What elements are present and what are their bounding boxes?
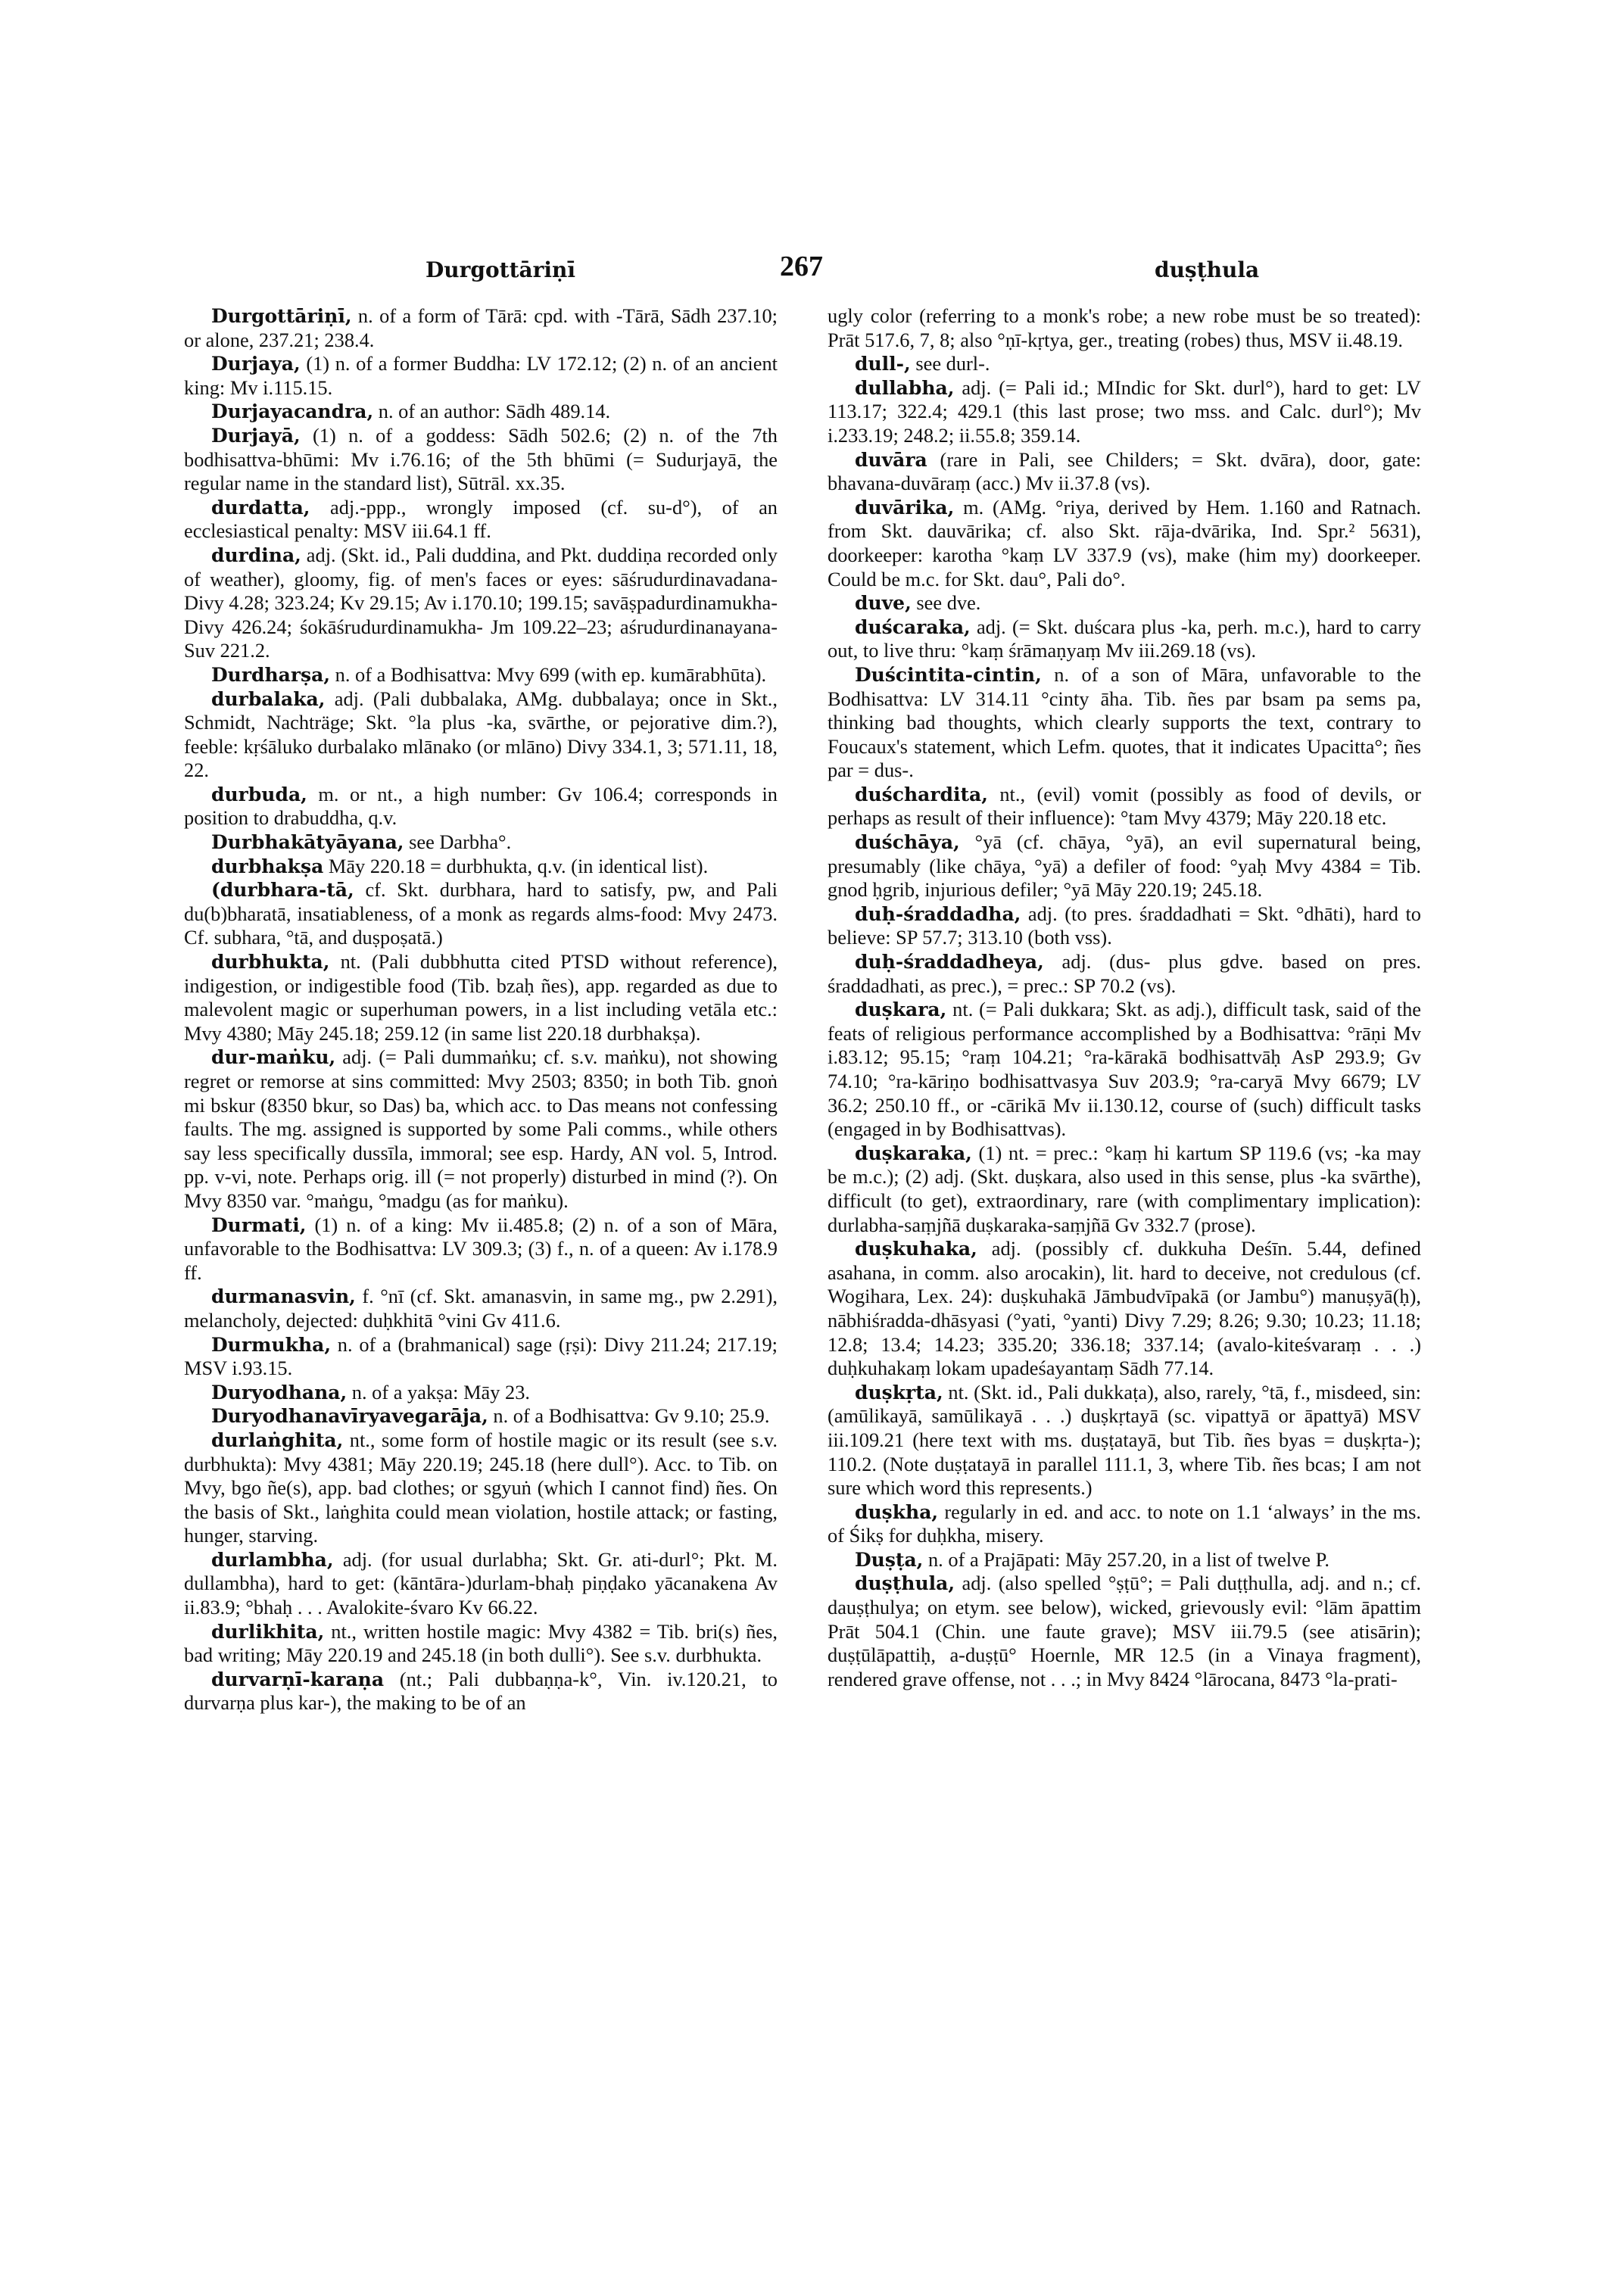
dictionary-entry [828,1548,1421,1572]
entry-headword: durlikhita, [211,1620,325,1643]
dictionary-entry [184,1620,778,1668]
dictionary-entry [184,830,778,855]
running-head-right: duṣṭhula [1155,257,1260,282]
dictionary-entry [184,1381,778,1405]
entry-headword: durdatta, [211,496,310,519]
entry-headword: duṣkha, [855,1500,939,1523]
entry-body: m. or nt., a high number: Gv 106.4; corresponds in position to drabuddha, q.v. [184,782,778,830]
dictionary-entry [828,663,1421,783]
entry-body: (1) n. of a former Buddha: LV 172.12; (2) n. of an ancient king: Mv i.115.15. [184,352,778,399]
dictionary-entry [828,950,1421,998]
entry-headword: Durmati, [211,1213,307,1236]
entry-body: adj. (= Pali id.; MIndic for Skt. durl°), hard to get: LV 113.17; 322.4; 429.1 (this last prose; two mss. and Calc. durl°); Mv i.233.19; 248.2; ii.55.8; 359.14. [828,375,1421,447]
dictionary-entry [184,400,778,424]
entry-headword: dullabha, [855,376,955,399]
dictionary-entry [184,1548,778,1620]
dictionary-entry [184,687,778,783]
entry-body: nt. (= Pali dukkara; Skt. as adj.), difficult task, said of the feats of religious performance accomplished by a Bodhisattva: °rāṇi Mv i.83.12; 95.15; °raṃ 104.21; °ra-kārakā bodhisattvāḥ AsP 293.9; Gv 74.10; °ra-kāriṇo bodhisattvasya Suv 203.9; °ra-caryā Mvy 6679; LV 36.2; 250.10 ff., or -cārikā Mv ii.130.12, course of (such) difficult tasks (engaged in by Bodhisattvas). [828,998,1421,1141]
entry-body: n. of a son of Māra, unfavorable to the Bodhisattva: LV 314.11 °cinty āha. Tib. ñes par bsam pa sems pa, thinking bad thoughts, which clearly supports the text, contrary to Foucaux's statement, which Lefm. quotes, that it indicates Upacitta°; ñes par = dus-. [828,662,1421,782]
dictionary-entry [184,1333,778,1381]
entry-headword: (durbhara-tā, [211,879,354,902]
left-column [184,304,778,1715]
entry-body: n. of a yakṣa: Māy 23. [347,1380,531,1404]
dictionary-entry [828,998,1421,1142]
entry-body: n. of a Bodhisattva: Gv 9.10; 25.9. [488,1404,770,1428]
entry-headword: durdina, [211,544,301,566]
dictionary-entry [184,663,778,687]
dictionary-entry [828,1381,1421,1500]
dictionary-entry [184,1404,778,1428]
entry-headword: Durjayā, [211,424,301,447]
entry-body: regularly in ed. and acc. to note on 1.1 ‘always’ in the ms. of Śikṣ for duḥkha, misery. [828,1500,1421,1547]
entry-body: (1) n. of a king: Mv ii.485.8; (2) n. of a son of Māra, unfavorable to the Bodhisattva: LV 309.3; (3) f., n. of a queen: Av i.178.9 ff. [184,1213,778,1284]
dictionary-entry [828,1237,1421,1381]
entry-headword: Durdharṣa, [211,663,331,686]
entry-body: n. of an author: Sādh 489.14. [373,400,611,423]
entry-headword: durlambha, [211,1548,334,1571]
entry-body: see durl-. [910,352,990,375]
entry-body: nt., (evil) vomit (possibly as food of devils, or perhaps as result of their influence): °tam Mvy 4379; Māy 220.18 etc. [828,782,1421,830]
dictionary-entry [184,1045,778,1213]
dictionary-entry [184,855,778,879]
entry-body: adj. (for usual durlabha; Skt. Gr. ati-durl°; Pkt. M. dullambha), hard to get: (kāntāra-)durlam-bhaḥ piṇḍako yācanakena Av ii.83.9; °bhaḥ . . . Avalokite-śvaro Kv 66.22. [184,1547,778,1619]
entry-headword: duṣkuhaka, [855,1238,977,1260]
entry-body: Māy 220.18 = durbhukta, q.v. (in identical list). [323,854,709,877]
dictionary-entry [828,1500,1421,1548]
entry-headword: dur-maṅku, [211,1046,336,1069]
entry-headword: durvarṇī-karaṇa [211,1668,385,1690]
dictionary-entry [184,950,778,1045]
entry-body: nt. (Pali dubbhutta cited PTSD without reference), indigestion, or indigestible food (Tib. bzaḥ ñes), app. regarded as due to malevolent magic or superhuman powers, in a list including vetāla etc.: Mvy 4380; Māy 245.18; 259.12 (in same list 220.18 durbhakṣa). [184,950,778,1045]
entry-headword: duḥ-śraddadheya, [855,951,1044,974]
entry-headword: durlaṅghita, [211,1428,344,1451]
entry-headword: duṣkṛta, [855,1381,943,1404]
entry-headword: Durgottāriṇī, [211,305,352,327]
entry-body: adj. (also spelled °ṣṭū°; = Pali duṭṭhulla, adj. and n.; cf. dauṣṭhulya; on etym. see below), wicked, grievously evil: °lām āpattim Prāt 504.1 (Chin. une faute grave); MSV iii.79.5 (see atisārin); duṣṭūlāpattiḥ, a-duṣṭū° Hoernle, MR 12.5 (in a Vinaya fragment), rendered grave offense, not . . .; in Mvy 8424 °lārocana, 8473 °la-prati- [828,1572,1421,1690]
entry-headword: duśchāya, [855,831,960,854]
right-column [828,304,1421,1691]
entry-headword: durbhakṣa [211,855,324,877]
entry-body: adj. (dus- plus gdve. based on pres. śraddadhati, as prec.), = prec.: SP 70.2 (vs). [828,950,1421,997]
entry-headword: duṣkara, [855,999,947,1021]
entry-headword: duḥ-śraddadha, [855,902,1021,925]
entry-body: nt., some form of hostile magic or its result (see s.v. durbhukta): Mvy 4381; Māy 220.19; 245.18 (here dull°). Acc. to Tib. on Mvy, bgo ñe(s), app. bad clothes; or sgyuṅ (which I cannot find) ñes. On the basis of Skt., laṅghita could mean violation, hostile attack; or fasting, hunger, starving. [184,1428,778,1547]
entry-headword: durmanasvin, [211,1285,356,1308]
dictionary-entry [184,1428,778,1548]
entry-headword: durbuda, [211,783,307,805]
entry-body: f. °nī (cf. Skt. amanasvin, in same mg., pw 2.291), melancholy, dejected: duḥkhitā °vini Gv 411.6. [184,1285,778,1332]
entry-headword: duṣkaraka, [855,1142,972,1164]
page-number: 267 [780,251,823,282]
entry-headword: duvārika, [855,496,955,519]
dictionary-entry [828,783,1421,830]
entry-headword: Duścintita-cintin, [855,663,1042,686]
entry-body: cf. Skt. durbhara, hard to satisfy, pw, and Pali du(b)bharatā, insatiableness, of a monk as regards alms-food: Mvy 2473. Cf. subhara, °tā, and duṣpoṣatā.) [184,878,778,949]
entry-body: adj. (to pres. śraddadhati = Skt. °dhāti), hard to believe: SP 57.7; 313.10 (both vss). [828,902,1421,949]
entry-headword: Durmukha, [211,1333,332,1356]
entry-body: m. (AMg. °riya, derived by Hem. 1.160 and Ratnach. from Skt. dauvārika; cf. also Skt. rāja-dvārika, Ind. Spr.² 5631), doorkeeper: karotha °kaṃ LV 337.9 (vs), make (him my) doorkeeper. Could be m.c. for Skt. dau°, Pali do°. [828,495,1421,590]
dictionary-entry [184,783,778,830]
entry-body: adj. (= Skt. duścara plus -ka, perh. m.c.), hard to carry out, to live thru: °kaṃ śrāmaṇyaṃ Mv iii.269.18 (vs). [828,615,1421,662]
entry-body: nt., written hostile magic: Mvy 4382 = Tib. bri(s) ñes, bad writing; Māy 220.19 and 245.18 (in both dulli°). See s.v. durbhukta. [184,1619,778,1667]
entry-headword: durbalaka, [211,687,326,710]
entry-headword: duṣṭhula, [855,1572,955,1595]
entry-body: nt. (Skt. id., Pali dukkaṭa), also, rarely, °tā, f., misdeed, sin: (amūlikayā, samūlikayā . . .) duṣkṛtayā (sc. vipattyā or āpattyā) MSV iii.109.21 (here text with ms. duṣṭatayā, but Tib. ñes byas = duṣkṛta-); 110.2. (Note duṣṭatayā in parallel 111.1, 3, where Tib. ñes bcas; I am not sure which word this represents.) [828,1380,1421,1500]
dictionary-entry [828,304,1421,352]
entry-headword: Duṣṭa, [855,1548,924,1571]
entry-headword: Durjaya, [211,353,301,375]
entry-body: n. of a form of Tārā: cpd. with -Tārā, Sādh 237.10; or alone, 237.21; 238.4. [184,304,778,351]
dictionary-entry [828,591,1421,615]
entry-body: (1) n. of a goddess: Sādh 502.6; (2) n. of the 7th bodhisattva-bhūmi: Mv i.76.16; of the 5th bhūmi (= Sudurjayā, the regular name in the standard list), Sūtrāl. xx.35. [184,423,778,495]
entry-body: n. of a (brahmanical) sage (ṛṣi): Divy 211.24; 217.19; MSV i.93.15. [184,1332,778,1380]
entry-body: see dve. [911,591,981,615]
entry-body: ugly color (referring to a monk's robe; a new robe must be so treated): Prāt 517.6, 7, 8; also °ṇī-kṛtya, ger., treating (robes) thus, MSV ii.48.19. [828,304,1421,351]
dictionary-entry [184,304,778,352]
dictionary-entry [828,448,1421,496]
entry-body: adj. (possibly cf. dukkuha Deśīn. 5.44, defined asahana, in comm. also arocakin), lit. hard to deceive, not credulous (cf. Wogihara, Lex. 24): duṣkuhakā Jāmbudvīpakā (or Jambu°) manuṣyā(ḥ), nābhiśradda-dhāsyasi (°yati, °yanti) Divy 7.29; 8.26; 9.30; 10.23; 11.18; 12.8; 13.4; 14.23; 335.20; 336.18; 337.14; (avalo-kiteśvaraṃ . . .) duḥkuhakaṃ lokam upadeśayantaṃ Sādh 77.14. [828,1237,1421,1380]
entry-body: (nt.; Pali dubbaṇṇa-k°, Vin. iv.120.21, to durvarṇa plus kar-), the making to be of an [184,1667,778,1715]
dictionary-entry [184,1285,778,1332]
dictionary-entry [828,902,1421,950]
dictionary-entry [184,878,778,950]
dictionary-entry [184,496,778,544]
entry-headword: durbhukta, [211,951,330,974]
entry-headword: Durbhakātyāyana, [211,831,404,854]
dictionary-entry [828,615,1421,663]
dictionary-entry [184,1668,778,1715]
entry-body: adj.-ppp., wrongly imposed (cf. su-d°), of an ecclesiastical penalty: MSV iii.64.1 ff. [184,495,778,543]
dictionary-entry [184,424,778,496]
entry-body: n. of a Prajāpati: Māy 257.20, in a list of twelve P. [923,1547,1329,1571]
entry-headword: duśchardita, [855,783,988,805]
entry-body: adj. (= Pali dummaṅku; cf. s.v. maṅku), not showing regret or remorse at sins committed: Mvy 2503; 8350; in both Tib. gnoṅ mi bskur (8350 bkur, so Das) ba, which acc. to Das means not confessing faults. The mg. assigned is supported by some Pali comms., while others say less specifically dussīla, immoral; see esp. Hardy, AN vol. 5, Introd. pp. v-vi, note. Perhaps orig. ill (= not properly) disturbed in mind (?). On Mvy 8350 var. °maṅgu, °madgu (as for maṅku). [184,1045,778,1212]
entry-headword: Duryodhana, [211,1381,348,1404]
entry-headword: duścaraka, [855,615,971,638]
entry-headword: duve, [855,592,912,615]
entry-headword: Duryodhanavīryavegarāja, [211,1405,488,1428]
running-head-left: Durgottāriṇī [425,257,576,282]
dictionary-entry [184,1213,778,1285]
dictionary-entry [828,830,1421,902]
entry-body: (rare in Pali, see Childers; = Skt. dvāra), door, gate: bhavana-duvāraṃ (acc.) Mv ii.37.8 (vs). [828,447,1421,495]
entry-body: see Darbha°. [404,830,512,854]
entry-body: adj. (Skt. id., Pali duddina, and Pkt. duddiṇa recorded only of weather), gloomy, fig. of men's faces or eyes: sāśrudurdinavadana- Divy 4.28; 323.24; Kv 29.15; Av i.170.10; 199.15; savāṣpadurdinamukha- Divy 426.24; śokāśrudurdinamukha- Jm 109.22–23; aśrudurdinanayana- Suv 221.2. [184,543,778,662]
entry-body: adj. (Pali dubbalaka, AMg. dubbalaya; once in Skt., Schmidt, Nachträge; Skt. °la plus -ka, svārthe, or pejorative dim.?), feeble: kṛśāluko durbalako mlānako (or mlāno) Divy 334.1, 3; 571.11, 18, 22. [184,687,778,782]
entry-headword: dull-, [855,353,911,375]
entry-body: °yā (cf. chāya, °yā), an evil supernatural being, presumably (like chāya, °yā) a defiler of food: °yaḥ Mvy 4384 = Tib. gnod ḥgrib, injurious defiler; °yā Māy 220.19; 245.18. [828,830,1421,902]
entry-headword: duvāra [855,448,927,471]
dictionary-entry [184,352,778,400]
dictionary-entry [828,352,1421,376]
dictionary-entry [828,496,1421,591]
dictionary-entry [184,544,778,663]
entry-headword: Durjayacandra, [211,400,374,423]
dictionary-entry [828,1142,1421,1237]
entry-body: (1) nt. = prec.: °kaṃ hi kartum SP 119.6 (vs; -ka may be m.c.); (2) adj. (Skt. duṣkara, also used in this sense, plus -ka svārthe), difficult (to get), extraordinary, rare (with complimentary implication): durlabha-saṃjñā duṣkaraka-saṃjñā Gv 332.7 (prose). [828,1141,1421,1236]
dictionary-entry [828,1572,1421,1691]
dictionary-entry [828,376,1421,448]
entry-body: n. of a Bodhisattva: Mvy 699 (with ep. kumārabhūta). [330,662,767,686]
